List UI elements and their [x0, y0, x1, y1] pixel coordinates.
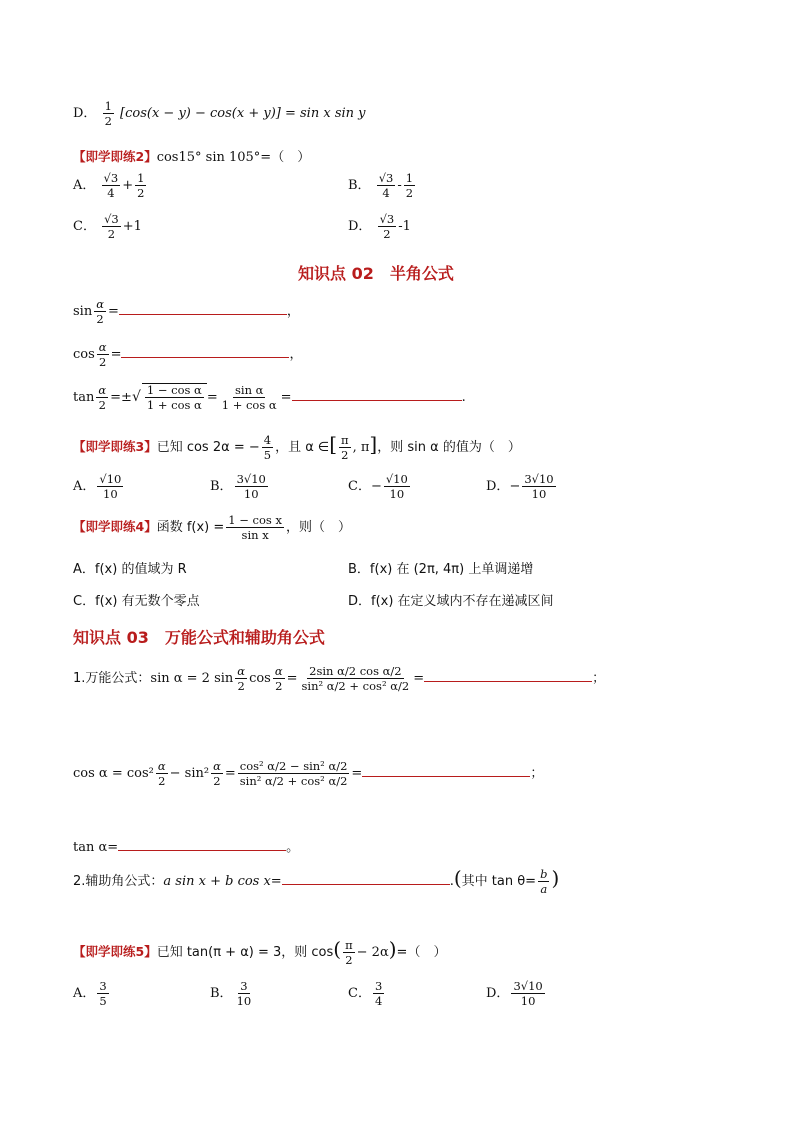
question-text: cos15° sin 105°=（ ）: [156, 150, 311, 165]
practice-3-option-a[interactable]: A． $\frac{√10}{10}$: [73, 472, 122, 502]
practice-5-option-a[interactable]: A． $\frac{3}{5}$: [73, 979, 107, 1009]
practice-5-option-b[interactable]: B． $\frac{3}{10}$: [210, 979, 252, 1009]
auxiliary-angle-formula: 2.辅助角公式：a sin x + b cos x= .(其中 tan θ= $\frac{b}{a}$ ): [73, 866, 560, 896]
fraction: $\frac{1}{2}$: [104, 99, 112, 129]
half-angle-tan: tan $\frac{\alpha}{2}$ =±√ $\frac{\text{1 − cos α}}{\text{1 + cos α}}$ = $\frac{\text{sin α}}{\text{1 + cos α}}$ = .: [73, 383, 466, 413]
answer-blank[interactable]: [282, 883, 450, 885]
fraction: $\frac{1}{2}$: [137, 171, 145, 201]
answer-blank[interactable]: [118, 849, 286, 851]
practice-tag: 【即学即练2】: [73, 149, 157, 164]
fraction: $\frac{√10}{10}$: [385, 472, 408, 502]
practice-4-option-c[interactable]: C．f(x) 有无数个零点: [73, 594, 200, 609]
fraction: $\frac{3√10}{10}$: [513, 979, 543, 1009]
fraction: $\frac{\alpha}{2}$: [157, 759, 166, 789]
practice-5-option-c[interactable]: C． $\frac{3}{4}$: [348, 979, 383, 1009]
option-label: D．: [73, 106, 97, 122]
answer-blank[interactable]: [424, 680, 592, 682]
universal-sin-formula: 1.万能公式：sin α = 2 sin $\frac{\alpha}{2}$ cos $\frac{\alpha}{2}$ = $\frac{\text{2sin α/2 cos α/2}}{\text{sin² α/2 + cos² α/2}}$ = ；: [73, 664, 606, 694]
answer-blank[interactable]: [119, 313, 287, 315]
fraction: $\frac{1}{2}$: [405, 171, 414, 201]
practice-4-option-d[interactable]: D．f(x) 在定义域内不存在递减区间: [348, 594, 554, 609]
fraction: $\frac{√10}{10}$: [99, 472, 122, 502]
practice-4-option-b[interactable]: B．f(x) 在 (2π, 4π) 上单调递增: [348, 562, 534, 577]
option-label: D．: [348, 219, 372, 235]
practice-tag: 【即学即练5】: [73, 944, 157, 959]
practice-3-option-b[interactable]: B． $\frac{3√10}{10}$: [210, 472, 266, 502]
fraction: $\frac{3}{4}$: [374, 979, 383, 1009]
universal-cos-formula: cos α = cos² $\frac{\alpha}{2}$ − sin² $\frac{\alpha}{2}$ = $\frac{\text{cos² α/2 − sin² α/2}}{\text{sin² α/2 + cos² α/2}}$ = ；: [73, 759, 544, 789]
fraction: $\frac{\text{1 − cos x}}{\text{sin x}}$: [228, 513, 282, 543]
identity-expression: [cos(x − y) − cos(x + y)] = sin x sin y: [120, 106, 366, 122]
practice-4-option-a[interactable]: A．f(x) 的值域为 R: [73, 562, 187, 577]
fraction: $\frac{\alpha}{2}$: [274, 664, 283, 694]
fraction: $\frac{3√10}{10}$: [236, 472, 266, 502]
practice-2-option-c[interactable]: C． $\frac{√3}{2}$ +1: [73, 212, 142, 242]
practice-3-option-d[interactable]: D．− $\frac{3√10}{10}$: [486, 472, 554, 502]
answer-blank[interactable]: [362, 775, 530, 777]
practice-5-stem: 【即学即练5】已知 tan(π + α) = 3，则 cos( $\frac{\pi}{2}$ − 2α)=（ ）: [73, 937, 447, 967]
fraction: $\frac{√3}{2}$: [379, 212, 395, 242]
answer-blank[interactable]: [121, 356, 289, 358]
section-title-half-angle: 知识点 02 半角公式: [298, 264, 454, 283]
fraction: $\frac{\text{sin α}}{\text{1 + cos α}}$: [221, 383, 277, 413]
fraction: $\frac{\alpha}{2}$: [98, 340, 107, 370]
fraction: $\frac{3}{5}$: [99, 979, 107, 1009]
half-angle-sin: sin $\frac{\alpha}{2}$ = ，: [73, 297, 300, 327]
fraction: $\frac{\text{2sin α/2 cos α/2}}{\text{sin² α/2 + cos² α/2}}$: [301, 664, 410, 694]
option-d-identity: [73, 100, 366, 127]
fraction: $\frac{\pi}{2}$: [345, 937, 353, 967]
practice-2-option-a[interactable]: A． $\frac{√3}{4}$ + $\frac{1}{2}$: [73, 171, 145, 201]
fraction: $\frac{\text{cos² α/2 − sin² α/2}}{\text{sin² α/2 + cos² α/2}}$: [239, 759, 348, 789]
fraction: $\frac{\text{1 − cos α}}{\text{1 + cos α}}$: [146, 383, 202, 413]
practice-3-option-c[interactable]: C．− $\frac{√10}{10}$: [348, 472, 408, 502]
answer-blank[interactable]: [292, 399, 462, 401]
fraction: $\frac{b}{a}$: [540, 866, 548, 896]
practice-2-option-b[interactable]: B． $\frac{√3}{4}$ - $\frac{1}{2}$: [348, 171, 414, 201]
practice-4-stem: 【即学即练4】函数 f(x) = $\frac{\text{1 − cos x}}{\text{sin x}}$ ，则（ ）: [73, 513, 351, 543]
option-label: C．: [73, 219, 96, 235]
fraction: $\frac{√3}{4}$: [378, 171, 394, 201]
option-label: B．: [348, 178, 371, 194]
fraction: $\frac{\pi}{2}$: [341, 432, 349, 462]
practice-3-stem: 【即学即练3】已知 cos 2α = − $\frac{4}{5}$ ，且 α ∈[ $\frac{\pi}{2}$ , π]，则 sin α 的值为（ ）: [73, 432, 521, 462]
section-title-universal: 知识点 03 万能公式和辅助角公式: [73, 628, 325, 647]
fraction: $\frac{\alpha}{2}$: [96, 297, 104, 327]
half-angle-cos: cos $\frac{\alpha}{2}$ = ，: [73, 340, 303, 370]
practice-5-option-d[interactable]: D． $\frac{3√10}{10}$: [486, 979, 543, 1009]
fraction: $\frac{√3}{2}$: [104, 212, 119, 242]
fraction: $\frac{\alpha}{2}$: [98, 383, 107, 413]
fraction: $\frac{\alpha}{2}$: [237, 664, 246, 694]
practice-2-option-d[interactable]: D． $\frac{√3}{2}$ -1: [348, 212, 411, 242]
option-label: A．: [73, 178, 96, 194]
practice-tag: 【即学即练3】: [73, 439, 157, 454]
fraction: $\frac{4}{5}$: [263, 432, 272, 462]
fraction: $\frac{\alpha}{2}$: [213, 759, 221, 789]
fraction: $\frac{3}{10}$: [236, 979, 252, 1009]
practice-tag: 【即学即练4】: [73, 519, 157, 535]
fraction: $\frac{√3}{4}$: [103, 171, 119, 201]
fraction: $\frac{3√10}{10}$: [524, 472, 554, 502]
practice-2-stem: [73, 146, 310, 165]
universal-tan-formula: tan α= 。: [73, 840, 300, 855]
